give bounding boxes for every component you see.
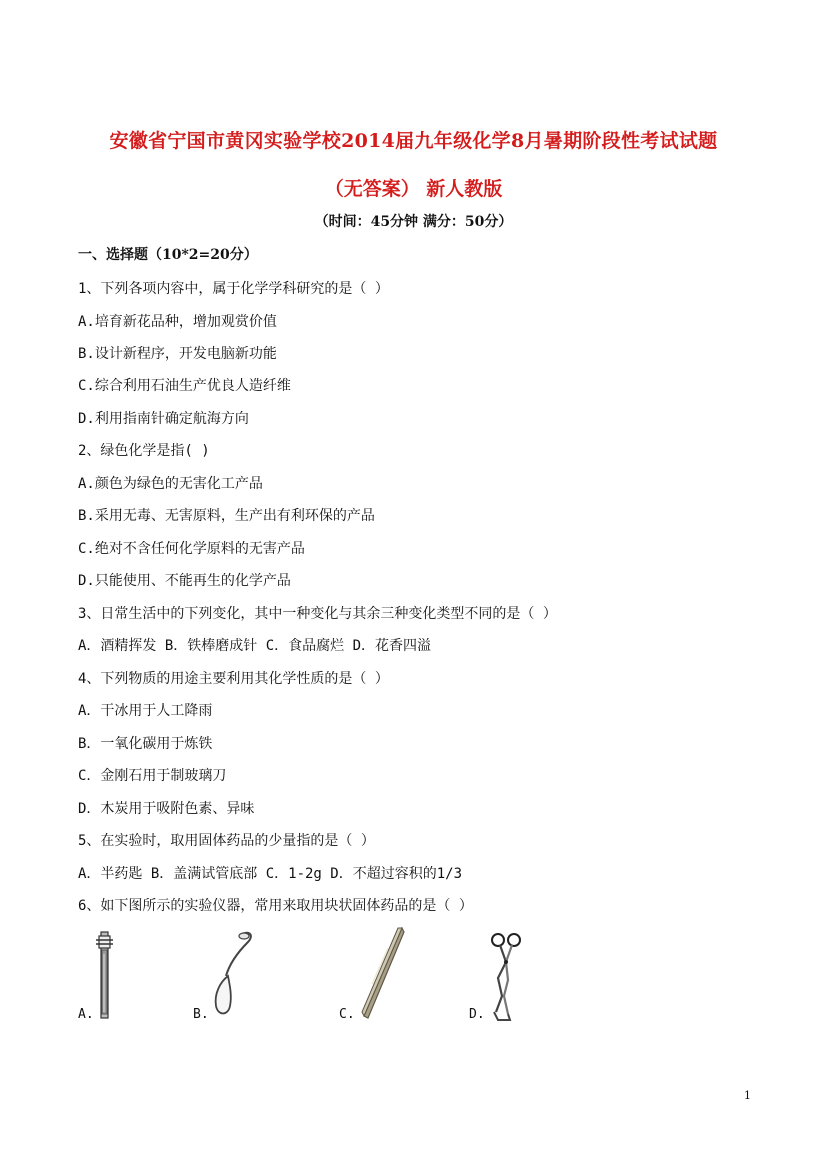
doc-title-line1: 安徽省宁国市黄冈实验学校2014届九年级化学8月暑期阶段性考试试题: [109, 130, 718, 152]
question-stem: 5、在实验时，取用固体药品的少量指的是（ ）: [78, 833, 375, 849]
question-stem: 1、下列各项内容中，属于化学学科研究的是（ ）: [78, 281, 389, 297]
question-option: C．金刚石用于制玻璃刀: [78, 768, 227, 784]
question-option: B.设计新程序，开发电脑新功能: [78, 346, 277, 362]
question-option: A.培育新花品种，增加观赏价值: [78, 314, 277, 330]
section-heading: 一、选择题（10*2=20分）: [78, 247, 258, 263]
question-option: A.颜色为绿色的无害化工产品: [78, 476, 263, 492]
question-option: C.绝对不含任何化学原料的无害产品: [78, 541, 305, 557]
question-option: D．木炭用于吸附色素、异味: [78, 801, 255, 817]
question-option: B．一氧化碳用于炼铁: [78, 736, 213, 752]
question-stem: 4、下列物质的用途主要利用其化学性质的是（ ）: [78, 671, 389, 687]
doc-title-line2: （无答案） 新人教版: [324, 178, 503, 200]
option-label-a: A.: [78, 1007, 94, 1022]
option-label-d: D.: [469, 1007, 485, 1022]
exam-time-score: （时间：45分钟 满分：50分）: [314, 214, 513, 230]
question-option: D.利用指南针确定航海方向: [78, 411, 249, 427]
question-option: A．干冰用于人工降雨: [78, 703, 213, 719]
question-option: A．酒精挥发 B．铁棒磨成针 C．食品腐烂 D．花香四溢: [78, 638, 431, 654]
page-number: 1: [744, 1089, 751, 1102]
option-label-c: C.: [339, 1007, 355, 1022]
medicine-spoon-icon: [206, 928, 256, 1024]
tweezers-icon: [358, 924, 408, 1028]
question-option: D.只能使用、不能再生的化学产品: [78, 573, 291, 589]
option-label-b: B.: [193, 1007, 209, 1022]
question-stem: 2、绿色化学是指( ): [78, 443, 210, 459]
question-option: C.综合利用石油生产优良人造纤维: [78, 378, 291, 394]
question-option: B.采用无毒、无害原料，生产出有利环保的产品: [78, 508, 375, 524]
question-option: A．半药匙 B．盖满试管底部 C．1-2g D．不超过容积的1/3: [78, 866, 463, 882]
crucible-tongs-icon: [488, 930, 524, 1028]
test-tube-clamp-icon: [92, 926, 118, 1026]
question-stem: 6、如下图所示的实验仪器，常用来取用块状固体药品的是（ ）: [78, 898, 473, 914]
question-stem: 3、日常生活中的下列变化，其中一种变化与其余三种变化类型不同的是（ ）: [78, 606, 557, 622]
